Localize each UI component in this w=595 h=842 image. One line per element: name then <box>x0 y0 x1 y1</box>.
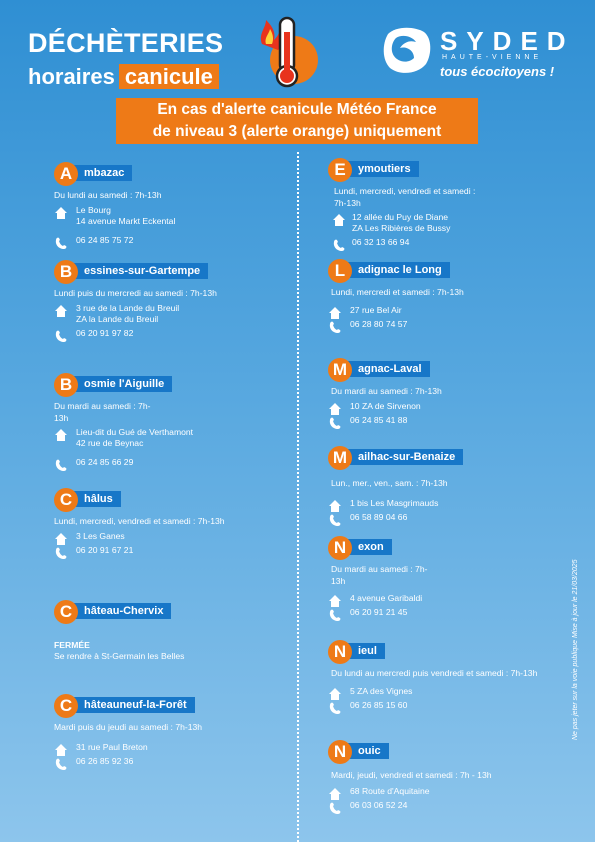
site-phone <box>328 319 578 330</box>
site-hours: Du mardi au samedi : 7h-13h <box>331 564 428 586</box>
site-phone <box>332 237 578 248</box>
site-initial: M <box>328 446 352 470</box>
site-phone <box>54 235 304 246</box>
logo-tagline: tous écocitoyens ! <box>440 64 555 79</box>
site-bosmie <box>54 373 304 468</box>
alert-banner <box>116 98 478 144</box>
phone-number: 06 26 85 92 36 <box>76 755 134 766</box>
phone-number: 06 24 85 66 29 <box>76 457 134 467</box>
site-name: ymoutiers <box>342 161 419 177</box>
site-address <box>54 427 304 449</box>
site-eymoutiers <box>328 158 578 248</box>
address-line-1: 3 Les Ganes <box>76 530 125 541</box>
site-phone <box>328 415 578 426</box>
phone-number: 06 58 89 04 66 <box>350 511 408 522</box>
phone-icon <box>328 801 342 815</box>
site-magnac-laval <box>328 358 578 426</box>
address-line-1: Lieu-dit du Gué de Verthamont <box>76 427 194 437</box>
site-ambazac <box>54 162 304 246</box>
phone-icon <box>328 608 342 622</box>
site-hours: Du mardi au samedi : 7h-13h <box>331 386 442 396</box>
home-icon <box>54 532 68 546</box>
site-hours: Du mardi au samedi : 7h-13h <box>54 401 151 423</box>
address-line-1: 31 rue Paul Breton <box>76 741 148 752</box>
site-name: ailhac-sur-Benaize <box>342 449 463 465</box>
logo-region: HAUTE-VIENNE <box>442 54 543 61</box>
site-nieul <box>328 640 578 711</box>
home-icon <box>54 206 68 220</box>
home-icon <box>328 402 342 416</box>
site-address <box>328 686 578 697</box>
site-chalus <box>54 488 304 556</box>
site-phone <box>328 607 578 618</box>
site-initial: N <box>328 640 352 664</box>
canicule-highlight: canicule <box>119 64 219 89</box>
address-line-2: 14 avenue Markt Eckental <box>76 215 176 226</box>
site-initial: N <box>328 740 352 764</box>
site-address <box>54 531 304 542</box>
site-initial: A <box>54 162 78 186</box>
address-line-1: 5 ZA des Vignes <box>350 685 413 696</box>
site-phone <box>54 457 304 468</box>
site-hours: Du lundi au mercredi puis vendredi et samedi : 7h-13h <box>331 668 538 678</box>
address-line-1: 10 ZA de Sirvenon <box>350 400 421 411</box>
syded-logo <box>380 24 575 84</box>
phone-number: 06 26 85 15 60 <box>350 699 408 710</box>
phone-number: 06 20 91 97 82 <box>76 327 134 338</box>
site-hours: Mardi puis du jeudi au samedi : 7h-13h <box>54 722 203 732</box>
site-initial: L <box>328 259 352 283</box>
home-icon <box>328 306 342 320</box>
site-name: mbazac <box>68 165 132 181</box>
syded-logo-icon <box>380 24 436 78</box>
site-initial: E <box>328 158 352 182</box>
site-address <box>328 593 578 604</box>
home-icon <box>328 687 342 701</box>
subtitle-text: horaires <box>28 64 115 89</box>
site-address <box>328 401 578 412</box>
site-nexon <box>328 536 578 618</box>
phone-icon <box>54 458 68 472</box>
site-name: ieul <box>342 643 385 659</box>
site-hours: Mardi, jeudi, vendredi et samedi : 7h - 13h <box>331 770 492 780</box>
home-icon <box>332 213 346 227</box>
address-line-1: 1 bis Les Masgrimauds <box>350 497 439 508</box>
site-phone <box>54 545 304 556</box>
address-line-1: 68 Route d'Aquitaine <box>350 785 430 796</box>
site-hours: Du lundi au samedi : 7h-13h <box>54 190 162 200</box>
site-hours: Lun., mer., ven., sam. : 7h-13h <box>331 478 448 488</box>
phone-number: 06 20 91 21 45 <box>350 607 408 617</box>
site-phone <box>54 328 304 339</box>
site-name: hâlus <box>68 491 121 507</box>
home-icon <box>54 304 68 318</box>
site-phone <box>54 756 304 767</box>
subtitle-horaires <box>28 64 219 90</box>
home-icon <box>54 428 68 442</box>
phone-number: 06 32 13 66 94 <box>352 237 410 247</box>
site-ladignac <box>328 259 578 330</box>
phone-number: 06 24 85 75 72 <box>76 234 134 245</box>
phone-icon <box>54 329 68 343</box>
site-address <box>328 305 578 316</box>
site-chateauneuf <box>54 694 304 767</box>
title-decheteries: DÉCHÈTERIES <box>28 28 224 58</box>
site-name: ouic <box>342 743 389 759</box>
address-line-1: 12 allée du Puy de Diane <box>352 212 449 222</box>
address-line-2: ZA la Lande du Breuil <box>76 313 159 324</box>
address-line-1: 4 avenue Garibaldi <box>350 593 423 603</box>
site-address <box>54 303 304 325</box>
site-initial: B <box>54 373 78 397</box>
home-icon <box>328 499 342 513</box>
address-line-2: ZA Les Ribières de Bussy <box>352 223 451 233</box>
site-chateau-chervix <box>54 600 304 662</box>
site-name: essines-sur-Gartempe <box>68 263 208 279</box>
home-icon <box>328 787 342 801</box>
site-initial: C <box>54 488 78 512</box>
site-note: Se rendre à St-Germain les Belles <box>54 651 185 661</box>
alert-line-2: de niveau 3 (alerte orange) uniquement <box>152 123 442 140</box>
phone-icon <box>328 513 342 527</box>
home-icon <box>54 743 68 757</box>
logo-name: SYDED <box>440 26 575 56</box>
site-name: exon <box>342 539 392 555</box>
site-phone <box>328 512 578 523</box>
site-phone <box>328 700 578 711</box>
phone-icon <box>328 416 342 430</box>
phone-icon <box>54 236 68 250</box>
address-line-2: 42 rue de Beynac <box>76 438 144 448</box>
site-phone <box>328 800 578 811</box>
site-initial: C <box>54 694 78 718</box>
address-line-1: 27 rue Bel Air <box>350 304 402 315</box>
site-name: agnac-Laval <box>342 361 430 377</box>
site-initial: C <box>54 600 78 624</box>
site-hours: Lundi, mercredi, vendredi et samedi : 7h-13h <box>54 516 225 526</box>
site-address <box>54 742 304 753</box>
site-name: osmie l'Aiguille <box>68 376 172 392</box>
phone-number: 06 24 85 41 88 <box>350 414 408 425</box>
site-bessines <box>54 260 304 339</box>
site-address <box>328 498 578 509</box>
site-address <box>328 786 578 797</box>
address-line-1: Le Bourg <box>76 204 111 215</box>
site-name: hâteau-Chervix <box>68 603 171 619</box>
site-initial: N <box>328 536 352 560</box>
phone-icon <box>332 238 346 252</box>
home-icon <box>328 594 342 608</box>
phone-number: 06 20 91 67 21 <box>76 544 134 555</box>
site-hours: Lundi puis du mercredi au samedi : 7h-13h <box>54 288 217 298</box>
phone-number: 06 03 06 52 24 <box>350 799 408 810</box>
phone-icon <box>54 757 68 771</box>
site-initial: B <box>54 260 78 284</box>
hot-thermometer-icon <box>256 14 318 94</box>
address-line-1: 3 rue de la Lande du Breuil <box>76 302 180 313</box>
site-hours: Lundi, mercredi, vendredi et samedi : 7h-13h <box>334 186 476 208</box>
phone-icon <box>328 701 342 715</box>
phone-number: 06 28 80 74 57 <box>350 318 408 329</box>
alert-line-1: En cas d'alerte canicule Météo France <box>157 101 437 118</box>
site-nouic <box>328 740 578 811</box>
site-name: hâteauneuf-la-Forêt <box>68 697 195 713</box>
side-legal-text: Ne pas jeter sur la voie publique Mise à jour le 21/03/2025 <box>572 559 579 740</box>
site-hours: Lundi, mercredi et samedi : 7h-13h <box>331 287 464 297</box>
phone-icon <box>328 320 342 334</box>
site-mailhac <box>328 446 578 523</box>
site-name: adignac le Long <box>342 262 450 278</box>
site-initial: M <box>328 358 352 382</box>
site-address <box>54 205 304 227</box>
site-address <box>332 212 578 234</box>
phone-icon <box>54 546 68 560</box>
site-status: FERMÉE <box>54 640 90 650</box>
